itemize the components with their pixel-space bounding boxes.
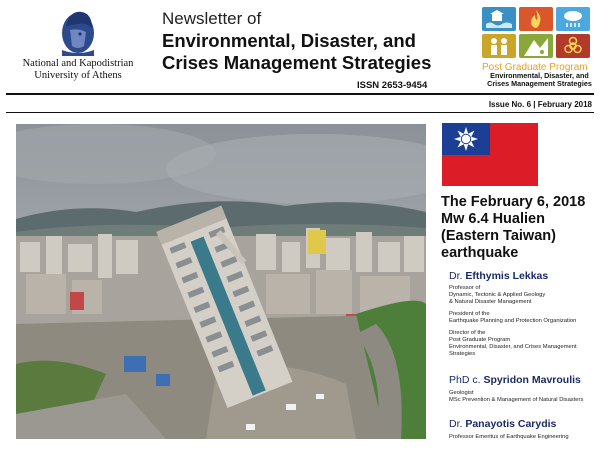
article-headline: The February 6, 2018 Mw 6.4 Hualien (Eastern Taiwan) earthquake: [441, 194, 586, 261]
issn-number: ISSN 2653-9454: [357, 80, 428, 91]
author-title: Dr.: [449, 418, 463, 430]
author-affiliation: Geologist MSc Prevention & Management of Natural Disasters: [449, 390, 584, 403]
taiwan-flag: [442, 123, 538, 186]
author-name-text: Panayotis Carydis: [465, 418, 557, 430]
author-name-text: Efthymis Lekkas: [465, 270, 549, 282]
issue-info: Issue No. 6 | February 2018: [488, 100, 592, 109]
biohazard-icon: [556, 34, 590, 58]
program-logo: [482, 7, 592, 61]
author-name: [449, 374, 581, 386]
university-logo: [56, 6, 100, 56]
people-icon: [482, 34, 516, 58]
author-name-text: Spyridon Mavroulis: [483, 374, 581, 386]
newsletter-of-label: Newsletter of: [162, 9, 262, 28]
fire-icon: [519, 7, 553, 31]
university-name: National and Kapodistrian University of Athens: [22, 58, 134, 81]
author-affiliation: Professor of Dynamic, Tectonic & Applied Geology & Natural Disaster Management President of the Earthquake Planning and Protection Organization Director of the Post Graduate Program Environmental, Disaster, and Crises Management Strategies: [449, 285, 577, 357]
landslide-icon: [519, 34, 553, 58]
author-affiliation: Professor Emeritus of Earthquake Engineering: [449, 434, 569, 440]
author-title: PhD c.: [449, 374, 481, 386]
program-title: Post Graduate Program: [482, 62, 588, 73]
author-name: [449, 418, 556, 430]
earthquake-photo: [16, 124, 426, 439]
flood-icon: [482, 7, 516, 31]
header-rule: [6, 93, 594, 95]
program-subtitle: Environmental, Disaster, and Crises Management Strategies: [487, 71, 592, 89]
author-title: Dr.: [449, 270, 463, 282]
newsletter-title: Environmental, Disaster, and Crises Management Strategies: [162, 30, 432, 73]
storm-icon: [556, 7, 590, 31]
issue-rule: [6, 112, 594, 113]
author-name: [449, 270, 548, 282]
